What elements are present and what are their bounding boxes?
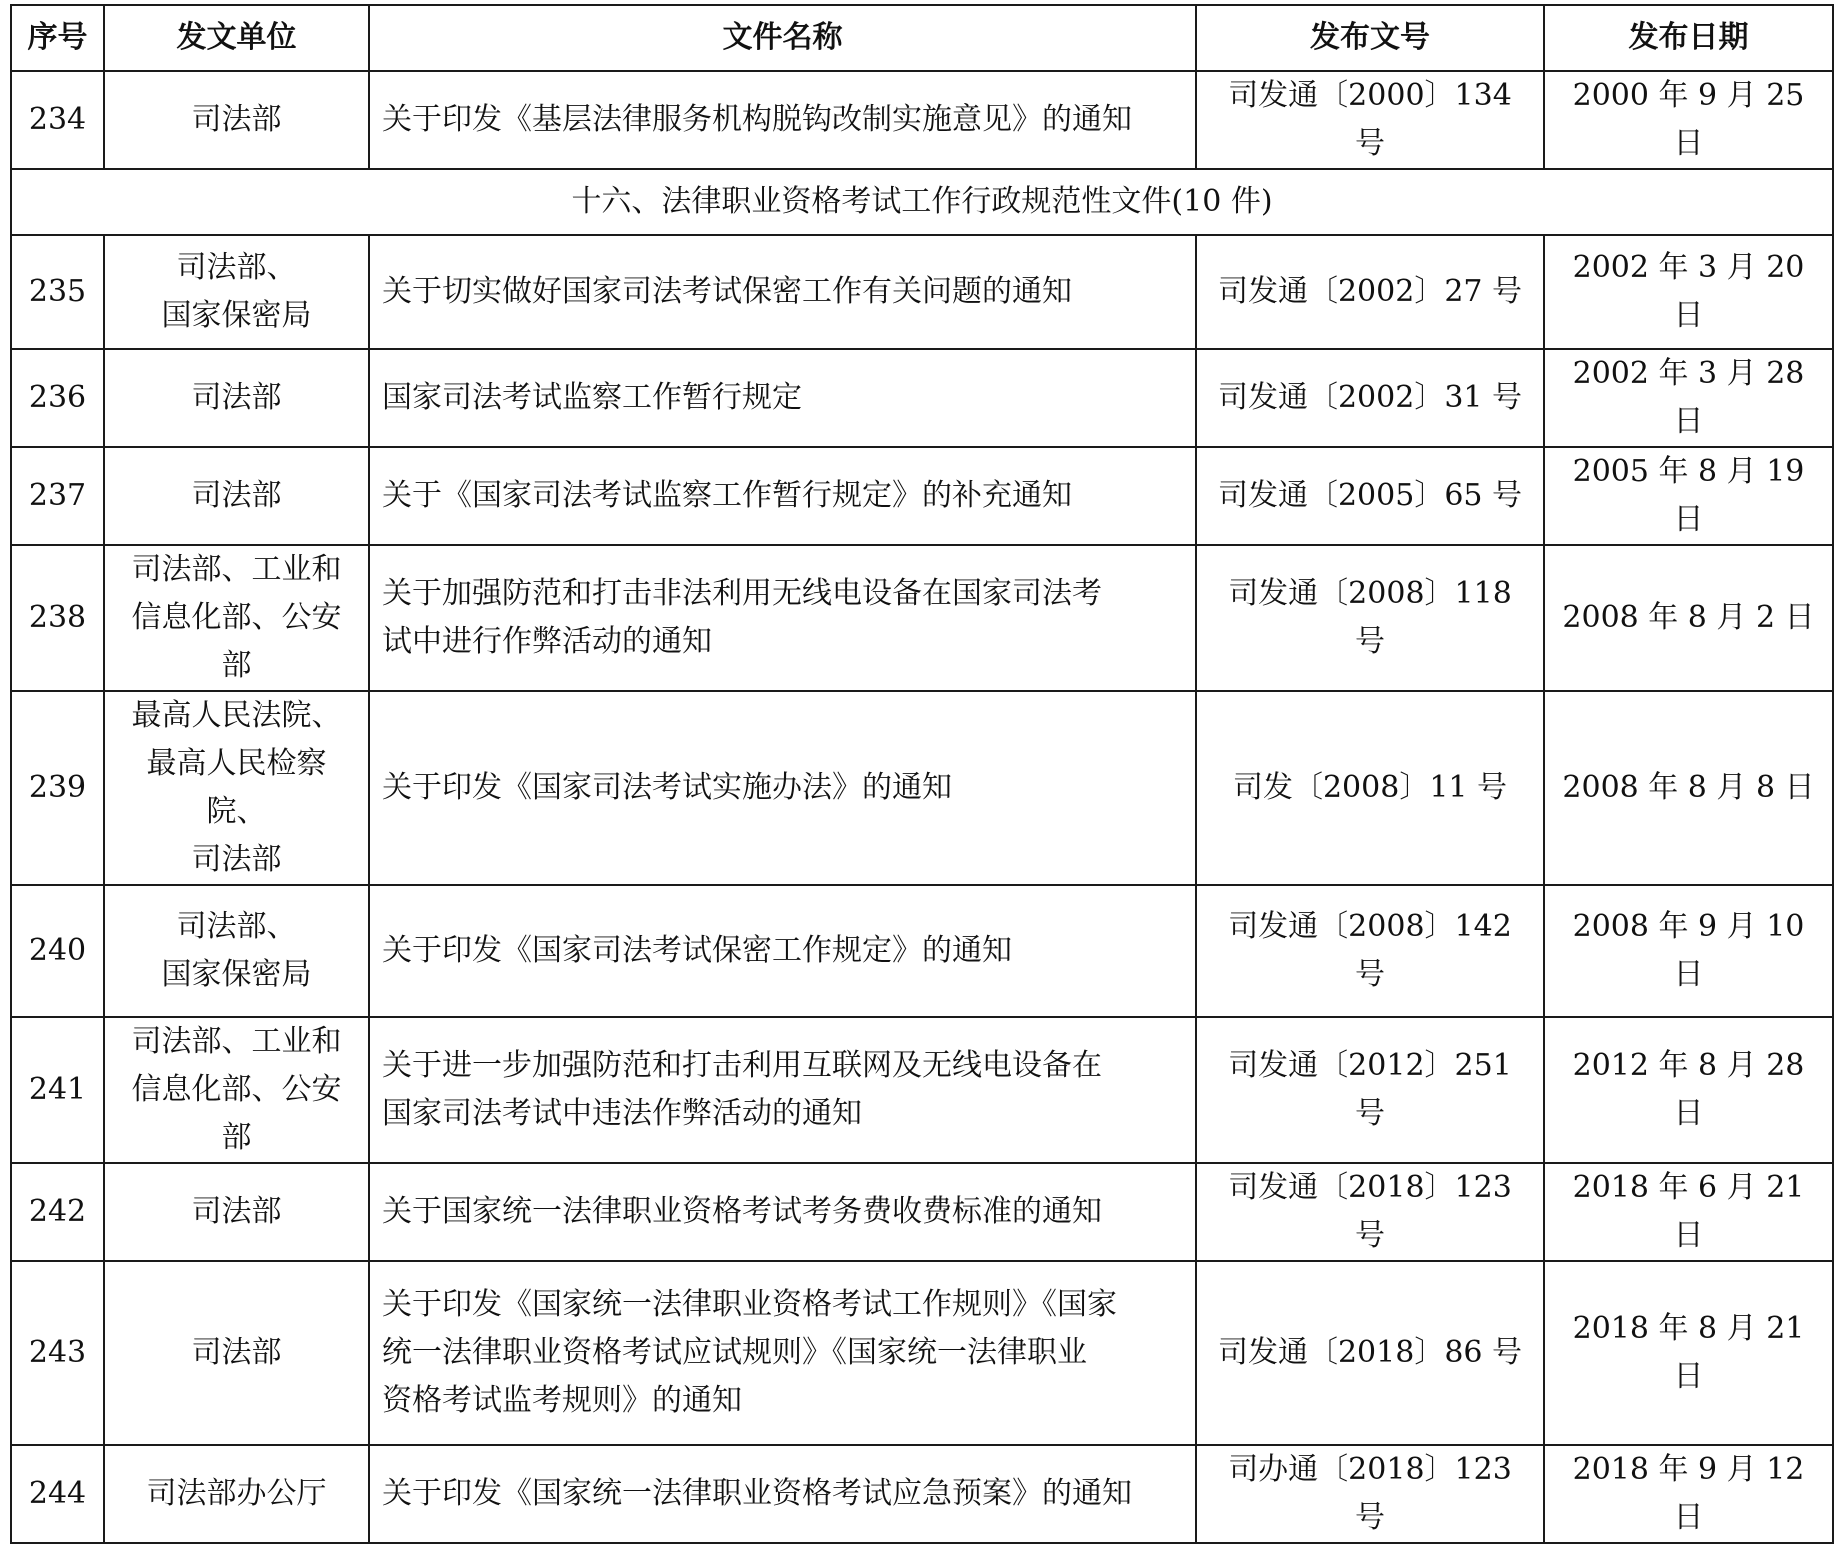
- cell-date: 2002 年 3 月 20 日: [1544, 235, 1833, 349]
- cell-title: 关于进一步加强防范和打击利用互联网及无线电设备在 国家司法考试中违法作弊活动的通知: [369, 1017, 1196, 1163]
- cell-issuer: 司法部: [104, 447, 369, 545]
- cell-date: 2008 年 8 月 2 日: [1544, 545, 1833, 691]
- cell-title: 关于国家统一法律职业资格考试考务费收费标准的通知: [369, 1163, 1196, 1261]
- cell-title: 关于《国家司法考试监察工作暂行规定》的补充通知: [369, 447, 1196, 545]
- cell-issuer: 司法部、 国家保密局: [104, 885, 369, 1017]
- regulation-table: [10, 4, 1834, 1544]
- header-no: 序号: [11, 5, 104, 71]
- cell-date: 2018 年 6 月 21 日: [1544, 1163, 1833, 1261]
- table-row: [11, 71, 1833, 169]
- cell-doc-no: 司发〔2008〕11 号: [1196, 691, 1544, 885]
- cell-doc-no: 司发通〔2008〕118 号: [1196, 545, 1544, 691]
- cell-no: 242: [11, 1163, 104, 1261]
- header-date: 发布日期: [1544, 5, 1833, 71]
- cell-title: 关于加强防范和打击非法利用无线电设备在国家司法考 试中进行作弊活动的通知: [369, 545, 1196, 691]
- table-row: [11, 1163, 1833, 1261]
- header-doc-no: 发布文号: [1196, 5, 1544, 71]
- cell-date: 2018 年 9 月 12 日: [1544, 1445, 1833, 1543]
- cell-no: 239: [11, 691, 104, 885]
- cell-date: 2012 年 8 月 28 日: [1544, 1017, 1833, 1163]
- cell-no: 241: [11, 1017, 104, 1163]
- cell-doc-no: 司发通〔2012〕251 号: [1196, 1017, 1544, 1163]
- cell-no: 243: [11, 1261, 104, 1445]
- cell-issuer: 司法部、 国家保密局: [104, 235, 369, 349]
- cell-issuer: 司法部: [104, 349, 369, 447]
- table-row: [11, 885, 1833, 1017]
- cell-date: 2005 年 8 月 19 日: [1544, 447, 1833, 545]
- cell-title: 国家司法考试监察工作暂行规定: [369, 349, 1196, 447]
- cell-no: 244: [11, 1445, 104, 1543]
- cell-issuer: 司法部: [104, 1261, 369, 1445]
- cell-date: 2000 年 9 月 25 日: [1544, 71, 1833, 169]
- section-heading: 十六、法律职业资格考试工作行政规范性文件(10 件): [11, 169, 1833, 235]
- table-row: [11, 545, 1833, 691]
- cell-no: 236: [11, 349, 104, 447]
- table-row: [11, 447, 1833, 545]
- cell-doc-no: 司发通〔2002〕31 号: [1196, 349, 1544, 447]
- table-row: [11, 691, 1833, 885]
- cell-issuer: 司法部办公厅: [104, 1445, 369, 1543]
- table-row: [11, 1445, 1833, 1543]
- cell-no: 240: [11, 885, 104, 1017]
- cell-title: 关于切实做好国家司法考试保密工作有关问题的通知: [369, 235, 1196, 349]
- cell-no: 235: [11, 235, 104, 349]
- cell-no: 238: [11, 545, 104, 691]
- cell-doc-no: 司发通〔2008〕142 号: [1196, 885, 1544, 1017]
- cell-issuer: 司法部、工业和 信息化部、公安部: [104, 545, 369, 691]
- cell-doc-no: 司发通〔2002〕27 号: [1196, 235, 1544, 349]
- cell-title: 关于印发《国家统一法律职业资格考试应急预案》的通知: [369, 1445, 1196, 1543]
- table-row: [11, 349, 1833, 447]
- cell-title: 关于印发《国家司法考试保密工作规定》的通知: [369, 885, 1196, 1017]
- cell-issuer: 最高人民法院、 最高人民检察院、 司法部: [104, 691, 369, 885]
- document-page: [10, 4, 1832, 1544]
- cell-issuer: 司法部、工业和 信息化部、公安部: [104, 1017, 369, 1163]
- cell-doc-no: 司发通〔2005〕65 号: [1196, 447, 1544, 545]
- header-issuer: 发文单位: [104, 5, 369, 71]
- table-row: [11, 1017, 1833, 1163]
- cell-date: 2008 年 8 月 8 日: [1544, 691, 1833, 885]
- table-header-row: [11, 5, 1833, 71]
- cell-title: 关于印发《国家统一法律职业资格考试工作规则》《国家 统一法律职业资格考试应试规则》《国家统一法律职业 资格考试监考规则》的通知: [369, 1261, 1196, 1445]
- cell-date: 2018 年 8 月 21 日: [1544, 1261, 1833, 1445]
- cell-doc-no: 司办通〔2018〕123 号: [1196, 1445, 1544, 1543]
- cell-issuer: 司法部: [104, 71, 369, 169]
- table-row: [11, 1261, 1833, 1445]
- cell-doc-no: 司发通〔2018〕86 号: [1196, 1261, 1544, 1445]
- cell-doc-no: 司发通〔2018〕123 号: [1196, 1163, 1544, 1261]
- cell-title: 关于印发《国家司法考试实施办法》的通知: [369, 691, 1196, 885]
- cell-no: 237: [11, 447, 104, 545]
- cell-doc-no: 司发通〔2000〕134 号: [1196, 71, 1544, 169]
- table-row: [11, 235, 1833, 349]
- cell-date: 2008 年 9 月 10 日: [1544, 885, 1833, 1017]
- cell-title: 关于印发《基层法律服务机构脱钩改制实施意见》的通知: [369, 71, 1196, 169]
- cell-issuer: 司法部: [104, 1163, 369, 1261]
- cell-no: 234: [11, 71, 104, 169]
- section-row: [11, 169, 1833, 235]
- header-title: 文件名称: [369, 5, 1196, 71]
- cell-date: 2002 年 3 月 28 日: [1544, 349, 1833, 447]
